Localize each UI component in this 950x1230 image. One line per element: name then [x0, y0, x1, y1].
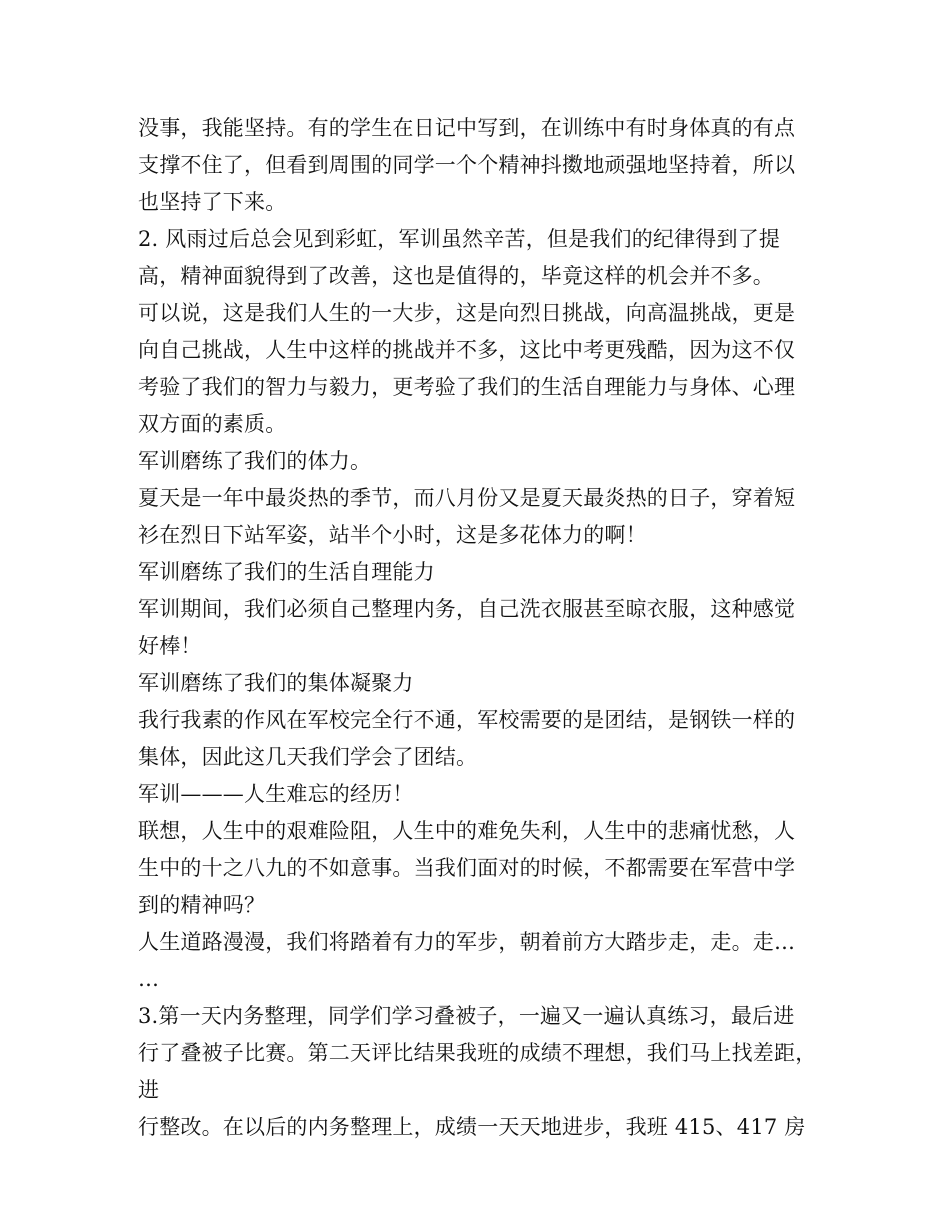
text-line: …	[138, 967, 160, 991]
text-line: 没事，我能坚持。有的学生在日记中写到，在训练中有时身体真的有点	[138, 116, 796, 140]
text-line: 也坚持了下来。	[138, 190, 287, 214]
text-line: 集体，因此这几天我们学会了团结。	[138, 745, 478, 769]
text-line: 考验了我们的智力与毅力，更考验了我们的生活自理能力与身体、心理	[138, 375, 796, 399]
text-line: 人生道路漫漫，我们将踏着有力的军步，朝着前方大踏步走，走。走…	[138, 930, 796, 954]
text-line: 高，精神面貌得到了改善，这也是值得的，毕竟这样的机会并不多。	[138, 264, 774, 288]
text-line: 可以说，这是我们人生的一大步，这是向烈日挑战，向高温挑战，更是	[138, 301, 796, 325]
text-line: 军训期间，我们必须自己整理内务，自己洗衣服甚至晾衣服，这种感觉	[138, 597, 796, 621]
section-heading: 军训磨练了我们的集体凝聚力	[138, 671, 414, 695]
section-heading: 军训———人生难忘的经历！	[138, 782, 414, 806]
text-line: 联想，人生中的艰难险阻，人生中的难免失利，人生中的悲痛忧愁，人	[138, 819, 796, 843]
text-line: 双方面的素质。	[138, 412, 287, 436]
text-line: 衫在烈日下站军姿，站半个小时，这是多花体力的啊！	[138, 523, 647, 547]
section-heading: 军训磨练了我们的体力。	[138, 449, 372, 473]
text-line: 到的精神吗？	[138, 893, 266, 917]
text-line: 支撑不住了，但看到周围的同学一个个精神抖擞地顽强地坚持着，所以	[138, 153, 796, 177]
section-heading: 军训磨练了我们的生活自理能力	[138, 560, 435, 584]
text-line: 夏天是一年中最炎热的季节，而八月份又是夏天最炎热的日子，穿着短	[138, 486, 796, 510]
document-body	[138, 110, 838, 1146]
text-line: 行了叠被子比赛。第二天评比结果我班的成绩不理想，我们马上找差距，	[138, 1041, 817, 1065]
text-line: 行整改。在以后的内务整理上，成绩一天天地进步，我班 415、417 房	[138, 1115, 806, 1139]
text-line: 进	[138, 1078, 160, 1102]
text-line: 向自己挑战，人生中这样的挑战并不多，这比中考更残酷，因为这不仅	[138, 338, 796, 362]
text-line: 3.第一天内务整理，同学们学习叠被子，一遍又一遍认真练习，最后进	[138, 1004, 795, 1028]
text-line: 好棒！	[138, 634, 202, 658]
text-line: 生中的十之八九的不如意事。当我们面对的时候，不都需要在军营中学	[138, 856, 796, 880]
text-line: 2. 风雨过后总会见到彩虹，军训虽然辛苦，但是我们的纪律得到了提	[138, 227, 781, 251]
text-line: 我行我素的作风在军校完全行不通，军校需要的是团结，是钢铁一样的	[138, 708, 796, 732]
